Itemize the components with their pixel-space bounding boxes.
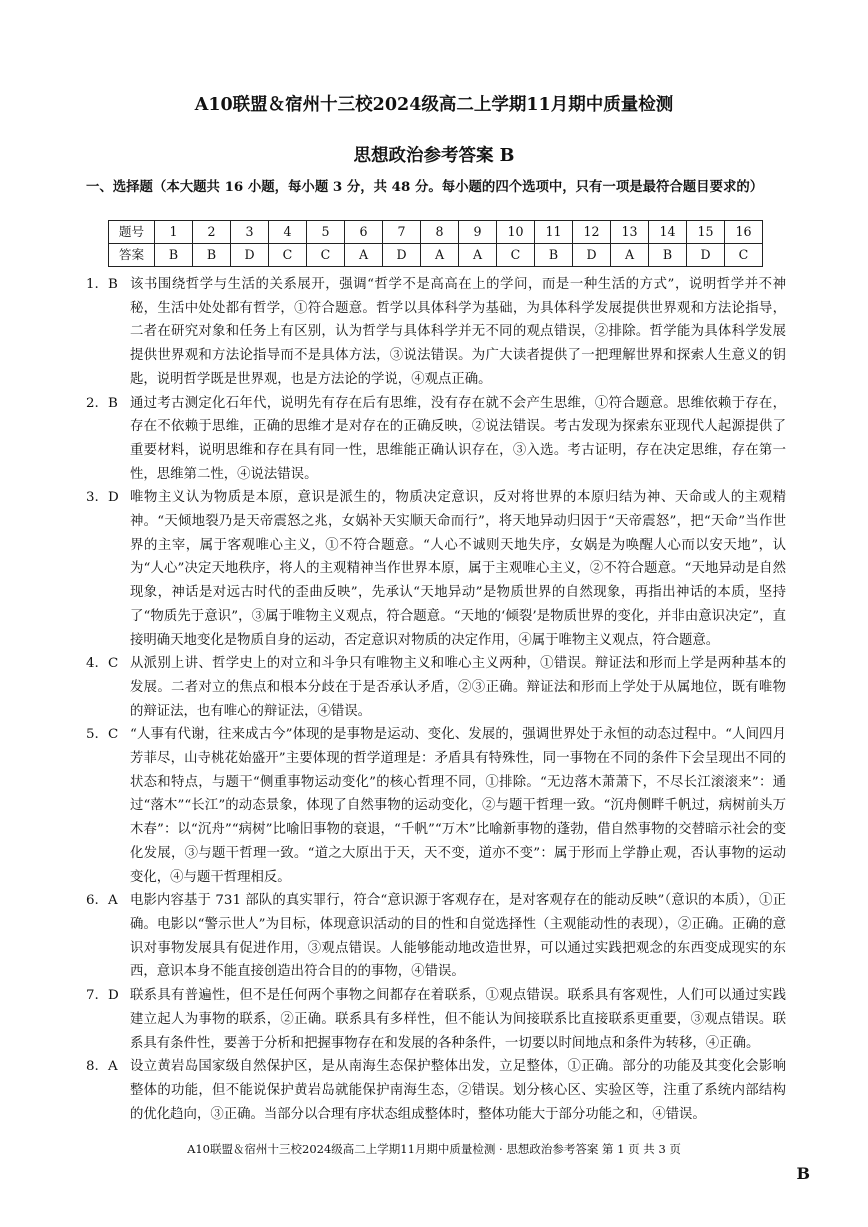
question-number-cell: 9 <box>459 221 497 244</box>
answer-row <box>109 244 763 267</box>
question-number: 8. <box>86 1059 99 1075</box>
question-number-cell: 11 <box>535 221 573 244</box>
question-number-cell: 6 <box>345 221 383 244</box>
question-number-row <box>109 221 763 244</box>
answer-letter: B <box>108 277 118 292</box>
answer-cell: D <box>383 244 421 267</box>
answer-cell: C <box>307 244 345 267</box>
explanation-text: 通过考古测定化石年代，说明先有存在后有思维，没有存在就不会产生思维，①符合题意。思维依赖于存在，存在不依赖于思维，正确的思维才是对存在的正确反映，②说法错误。考古发现为探索东亚现代人起源提供了重要材料，说明思维和存在具有同一性，思维能正确认识存在，③入选。考古证明，存在决定思维，存在第一性，思维第二性，④说法错误。 <box>130 395 786 482</box>
version-mark: B <box>796 1164 810 1183</box>
explanation-text: 电影内容基于 731 部队的真实罪行，符合“意识源于客观存在，是对客观存在的能动反映”（意识的本质），①正确。电影以“警示世人”为目标，体现意识活动的目的性和自觉选择性（主观能动性的表现），②正确。正确的意识对事物发展具有促进作用，③观点错误。人能够能动地改造世界，可以通过实践把观念的东西变成现实的东西，意识本身不能直接创造出符合目的的事物，④错误。 <box>130 893 786 980</box>
answer-letter: D <box>108 490 119 506</box>
answer-cell: A <box>459 244 497 267</box>
question-number-cell: 13 <box>611 221 649 244</box>
explanation-item <box>86 984 786 1055</box>
explanation-text: 唯物主义认为物质是本原，意识是派生的，物质决定意识，反对将世界的本原归结为神、天命或人的主观精神。“天倾地裂乃是天帝震怒之兆，女娲补天实顺天命而行”，将天地异动归因于“天帝震怒”，把“天命”当作世界的主宰，属于客观唯心主义，①不符合题意。“人心不诚则天地失序，女娲是为唤醒人心而以安天地”，认为“人心”决定天地秩序，将人的主观精神当作世界本原，属于主观唯心主义，②不符合题意。“天地异动是自然现象，神话是对远古时代的歪曲反映”，先承认“天地异动”是物质世界的自然现象，再指出神话的本质，坚持了“物质先于意识”，③属于唯物主义观点，符合题意。“天地的‘倾裂’是物质世界的变化，并非由意识决定”，直接明确天地变化是物质自身的运动，否定意识对物质的决定作用，④属于唯物主义观点，符合题意。 <box>130 490 786 648</box>
answer-cell: D <box>231 244 269 267</box>
question-number-cell: 12 <box>573 221 611 244</box>
page-footer: A10联盟＆宿州十三校2024级高二上学期11月期中质量检测 · 思想政治参考答案 第 1 页 共 3 页 <box>187 1142 681 1156</box>
explanation-text: 联系具有普遍性，但不是任何两个事物之间都存在着联系，①观点错误。联系具有客观性，人们可以通过实践建立起人为事物的联系，②正确。联系具有多样性，但不能认为间接联系比直接联系更重要，③观点错误。联系具有条件性，要善于分析和把握事物存在和发展的各种条件，一切要以时间地点和条件为转移，④正确。 <box>130 988 786 1051</box>
question-number-cell: 8 <box>421 221 459 244</box>
document-title: A10联盟＆宿州十三校2024级高二上学期11月期中质量检测 <box>194 95 674 115</box>
question-number-cell: 16 <box>725 221 763 244</box>
question-number-cell: 2 <box>193 221 231 244</box>
document-subtitle: 思想政治参考答案 B <box>353 146 515 166</box>
question-number: 3. <box>86 490 99 506</box>
explanation-text: “人事有代谢，往来成古今”体现的是事物是运动、变化、发展的，强调世界处于永恒的动态过程中。“人间四月芳菲尽，山寺桃花始盛开”主要体现的哲学道理是：矛盾具有特殊性，同一事物在不同的条件下会呈现出不同的状态和特点，与题干“侧重事物运动变化”的核心哲理不同，①排除。“无边落木萧萧下，不尽长江滚滚来”：通过“落木”“长江”的动态景象，体现了自然事物的运动变化，②与题干哲理一致。“沉舟侧畔千帆过，病树前头万木春”：以“沉舟”“病树”比喻旧事物的衰退，“千帆”“万木”比喻新事物的蓬勃，借自然事物的交替暗示社会的变化发展，③与题干哲理一致。“道之大原出于天，天不变，道亦不变”：属于形而上学静止观，否认事物的运动变化，④与题干哲理相反。 <box>130 727 786 885</box>
answer-cell: C <box>725 244 763 267</box>
question-number-cell: 7 <box>383 221 421 244</box>
answer-cell: C <box>269 244 307 267</box>
explanation-item <box>86 652 786 723</box>
question-number-cell: 14 <box>649 221 687 244</box>
answer-cell: A <box>611 244 649 267</box>
answer-letter: A <box>108 1059 118 1075</box>
answer-cell: A <box>345 244 383 267</box>
row-label-answer: 答案 <box>109 244 155 267</box>
answer-letter: B <box>108 395 118 411</box>
section-heading: 一、选择题（本大题共 16 小题，每小题 3 分，共 48 分。每小题的四个选项中，只有一项是最符合题目要求的） <box>86 179 764 195</box>
explanation-text: 从派别上讲、哲学史上的对立和斗争只有唯物主义和唯心主义两种，①错误。辩证法和形而上学是两种基本的发展。二者对立的焦点和根本分歧在于是否承认矛盾，②③正确。辩证法和形而上学处于从属地位，既有唯物的辩证法，也有唯心的辩证法，④错误。 <box>130 656 786 719</box>
answer-cell: A <box>421 244 459 267</box>
question-number-cell: 1 <box>155 221 193 244</box>
question-number-cell: 4 <box>269 221 307 244</box>
question-number: 2. <box>86 395 99 411</box>
question-number: 6. <box>86 893 99 909</box>
question-number: 7. <box>86 988 99 1004</box>
answer-letter: D <box>108 988 119 1004</box>
answer-cell: C <box>497 244 535 267</box>
explanation-item <box>86 392 786 487</box>
answer-cell: B <box>193 244 231 267</box>
answer-cell: D <box>687 244 725 267</box>
answer-letter: A <box>108 893 118 909</box>
explanation-item <box>86 1055 786 1126</box>
answer-cell: D <box>573 244 611 267</box>
answer-letter: C <box>108 727 119 743</box>
question-number-cell: 5 <box>307 221 345 244</box>
answer-cell: B <box>649 244 687 267</box>
answer-letter: C <box>108 656 119 672</box>
explanation-item <box>86 273 786 392</box>
row-label-question-number: 题号 <box>109 221 155 244</box>
explanation-item <box>86 486 786 652</box>
explanation-item <box>86 889 786 984</box>
answer-table <box>108 220 763 267</box>
question-number: 4. <box>86 656 99 672</box>
explanation-text: 该书围绕哲学与生活的关系展开，强调“哲学不是高高在上的学问，而是一种生活的方式”，说明哲学并不神秘，生活中处处都有哲学，①符合题意。哲学以具体科学为基础，为具体科学发展提供世界观和方法论指导，二者在研究对象和任务上有区别，认为哲学与具体科学并无不同的观点错误，②排除。哲学能为具体科学发展提供世界观和方法论指导而不是具体方法，③说法错误。为广大读者提供了一把理解世界和探索人生意义的钥匙，说明哲学既是世界观，也是方法论的学说，④观点正确。 <box>130 277 786 387</box>
answer-cell: B <box>535 244 573 267</box>
question-number: 1. <box>86 277 99 292</box>
answer-cell: B <box>155 244 193 267</box>
question-number-cell: 15 <box>687 221 725 244</box>
explanation-list <box>86 273 786 1126</box>
explanation-text: 设立黄岩岛国家级自然保护区，是从南海生态保护整体出发，立足整体，①正确。部分的功能及其变化会影响整体的功能，但不能说保护黄岩岛就能保护南海生态，②错误。划分核心区、实验区等，注重了系统内部结构的优化趋向，③正确。当部分以合理有序状态组成整体时，整体功能大于部分功能之和，④错误。 <box>130 1059 786 1122</box>
question-number-cell: 3 <box>231 221 269 244</box>
explanation-item <box>86 723 786 889</box>
question-number-cell: 10 <box>497 221 535 244</box>
question-number: 5. <box>86 727 99 743</box>
